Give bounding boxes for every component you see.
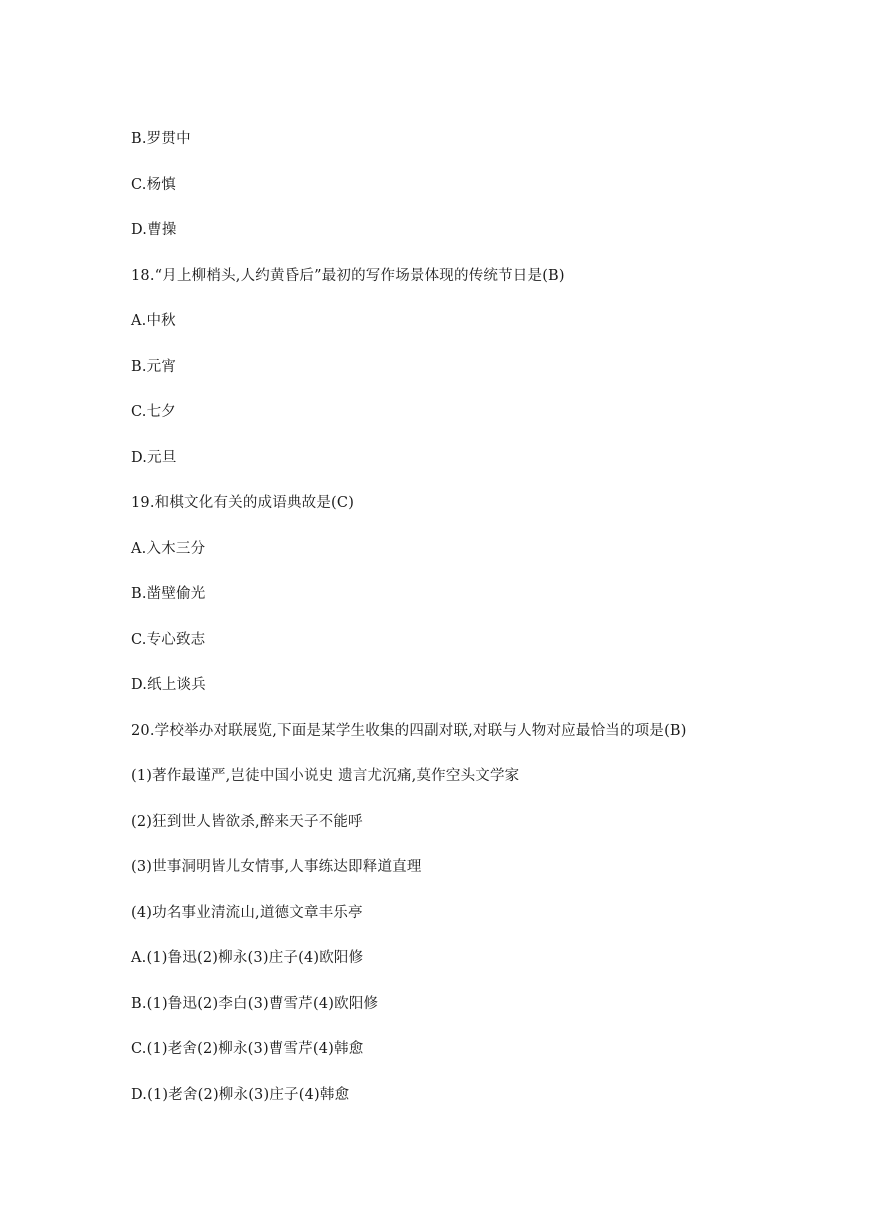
q20-option-a: A.(1)鲁迅(2)柳永(3)庄子(4)欧阳修: [131, 950, 364, 966]
q20-option-d: D.(1)老舍(2)柳永(3)庄子(4)韩愈: [131, 1087, 350, 1103]
q18-option-d: D.元旦: [131, 450, 177, 466]
q20-couplet-3: (3)世事洞明皆儿女情事,人事练达即释道直理: [131, 859, 422, 875]
q20-couplet-1: (1)著作最谨严,岂徒中国小说史 遗言尤沉痛,莫作空头文学家: [131, 768, 520, 784]
q20-option-c: C.(1)老舍(2)柳永(3)曹雪芹(4)韩愈: [131, 1041, 364, 1057]
q19-option-d: D.纸上谈兵: [131, 677, 206, 693]
q17-option-c: C.杨慎: [131, 177, 176, 193]
q20-couplet-4: (4)功名事业清流山,道德文章丰乐亭: [131, 905, 363, 921]
q18-option-a: A.中秋: [131, 313, 176, 329]
q19-question: 19.和棋文化有关的成语典故是(C): [131, 495, 355, 511]
q20-couplet-2: (2)狂到世人皆欲杀,醉来天子不能呼: [131, 814, 363, 830]
q19-option-a: A.入木三分: [131, 541, 206, 557]
q20-option-b: B.(1)鲁迅(2)李白(3)曹雪芹(4)欧阳修: [131, 996, 379, 1012]
q17-option-d: D.曹操: [131, 222, 177, 238]
q20-question: 20.学校举办对联展览,下面是某学生收集的四副对联,对联与人物对应最恰当的项是(B): [131, 723, 687, 739]
q19-option-b: B.凿壁偷光: [131, 586, 206, 602]
q18-option-b: B.元宵: [131, 359, 177, 375]
q19-option-c: C.专心致志: [131, 632, 206, 648]
q18-question: 18.“月上柳梢头,人约黄昏后”最初的写作场景体现的传统节日是(B): [131, 268, 565, 284]
q18-option-c: C.七夕: [131, 404, 176, 420]
q17-option-b: B.罗贯中: [131, 131, 191, 147]
